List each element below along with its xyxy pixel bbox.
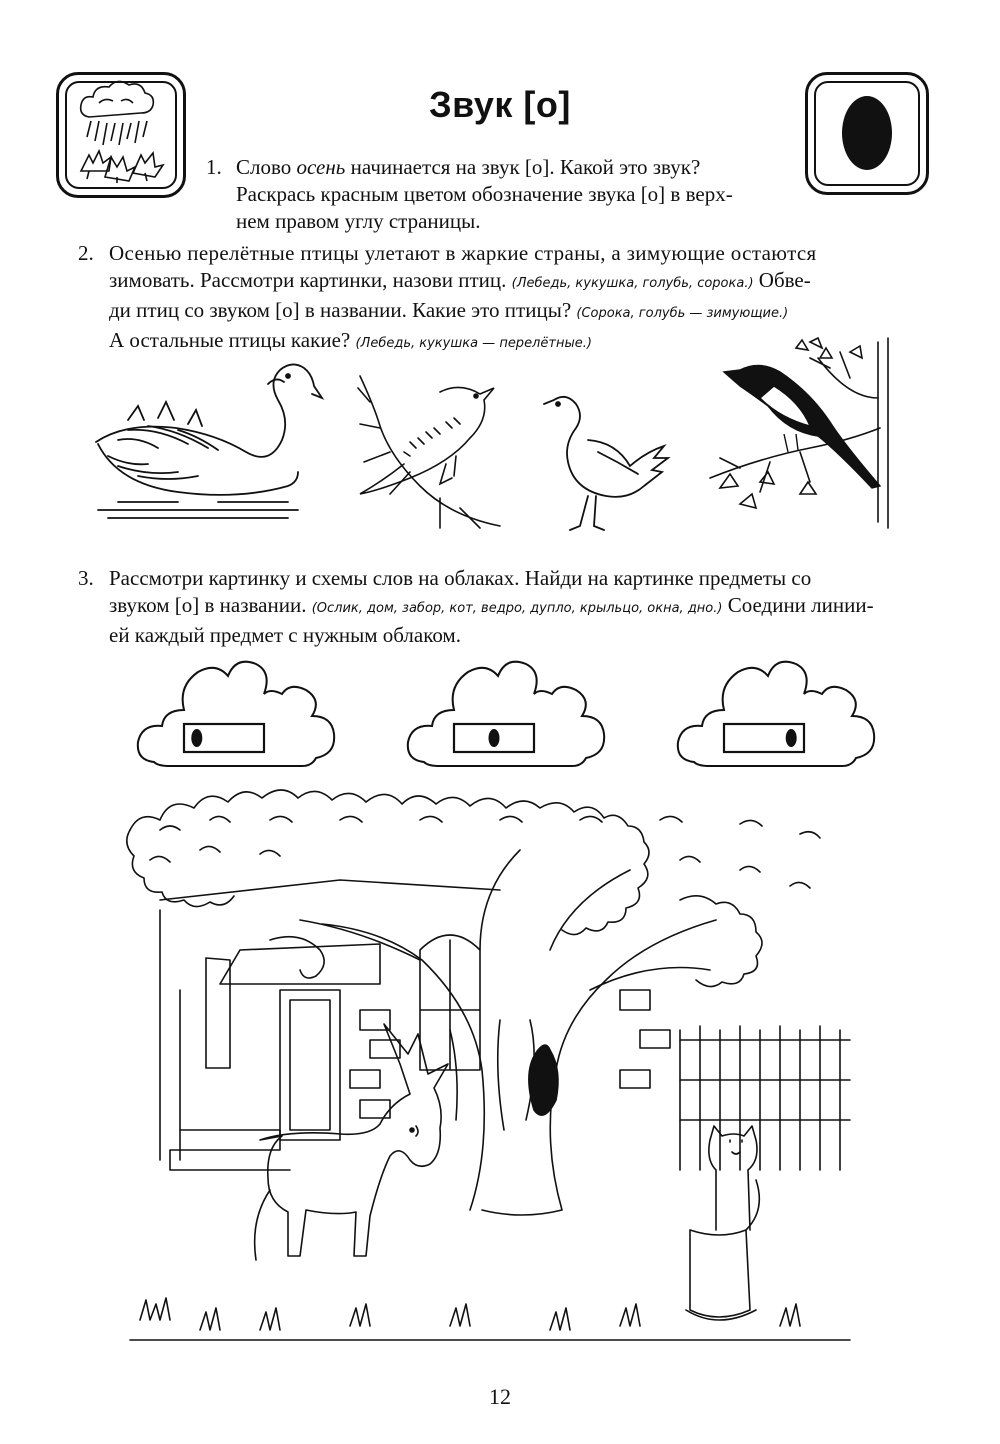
task-2-line-2 xyxy=(78,267,922,297)
sound-o-marker xyxy=(489,729,500,747)
task-1-word-osen: осень xyxy=(296,155,346,179)
task-3-answer-hint: (Ослик, дом, забор, кот, ведро, дупло, крыльцо, окна, дно.) xyxy=(311,601,723,616)
task-3-line-2 xyxy=(78,592,922,622)
word-scheme-clouds xyxy=(0,664,1000,784)
task-2-text: Обве- xyxy=(753,268,811,292)
task-2-line-3 xyxy=(78,297,922,327)
cloud-word-scheme[interactable] xyxy=(678,662,874,766)
task-2-answer-hint: (Лебедь, кукушка, голубь, сорока.) xyxy=(511,276,754,291)
task-2-number: 2. xyxy=(78,241,94,265)
task-1-line-1 xyxy=(206,154,786,181)
task-3-line-1: Рассмотри картинку и схемы слов на облаках. Найди на картинке предметы со xyxy=(109,566,812,590)
task-2-text: ди птиц со звуком [о] в названии. Какие это птицы? xyxy=(109,298,577,322)
yard-scene-illustration[interactable] xyxy=(120,790,880,1350)
sound-o-marker xyxy=(786,729,797,747)
cuckoo-illustration[interactable] xyxy=(350,372,510,552)
magpie-illustration[interactable] xyxy=(700,338,900,538)
task-2-text: зимовать. Рассмотри картинки, назови птиц. xyxy=(109,268,512,292)
task-1-text: Слово xyxy=(236,155,297,179)
sound-marker-frame xyxy=(805,72,929,195)
task-2-text: А остальные птицы какие? xyxy=(109,328,356,352)
pigeon-illustration[interactable] xyxy=(538,392,668,542)
task-3-line-3: ей каждый предмет с нужным облаком. xyxy=(109,623,461,647)
vowel-o-oval-icon[interactable] xyxy=(808,75,926,192)
task-2-answer-hint: (Лебедь, кукушка — перелётные.) xyxy=(355,336,592,351)
task-1-number: 1. xyxy=(206,155,222,179)
page-title: Звук [о] xyxy=(429,84,571,125)
cloud-word-scheme[interactable] xyxy=(138,662,334,766)
swan-illustration[interactable] xyxy=(88,360,318,530)
task-3-text: звуком [о] в названии. xyxy=(109,593,312,617)
task-3-number: 3. xyxy=(78,566,94,590)
task-1-line-3: нем правом углу страницы. xyxy=(236,209,481,233)
task-1 xyxy=(206,154,786,235)
task-3-text: Соедини линии- xyxy=(722,593,874,617)
task-2-answer-hint: (Сорока, голубь — зимующие.) xyxy=(576,306,789,321)
task-1-text: начинается на звук [о]. Какой это звук? xyxy=(345,155,701,179)
page-number: 12 xyxy=(489,1384,511,1409)
task-1-line-2: Раскрась красным цветом обозначение звука [о] в верх- xyxy=(236,182,733,206)
task-2-line-1: Осенью перелётные птицы улетают в жаркие страны, а зимующие остаются xyxy=(109,241,817,265)
task-3 xyxy=(78,565,922,649)
sound-o-marker xyxy=(191,729,202,747)
cloud-word-scheme[interactable] xyxy=(408,662,604,766)
